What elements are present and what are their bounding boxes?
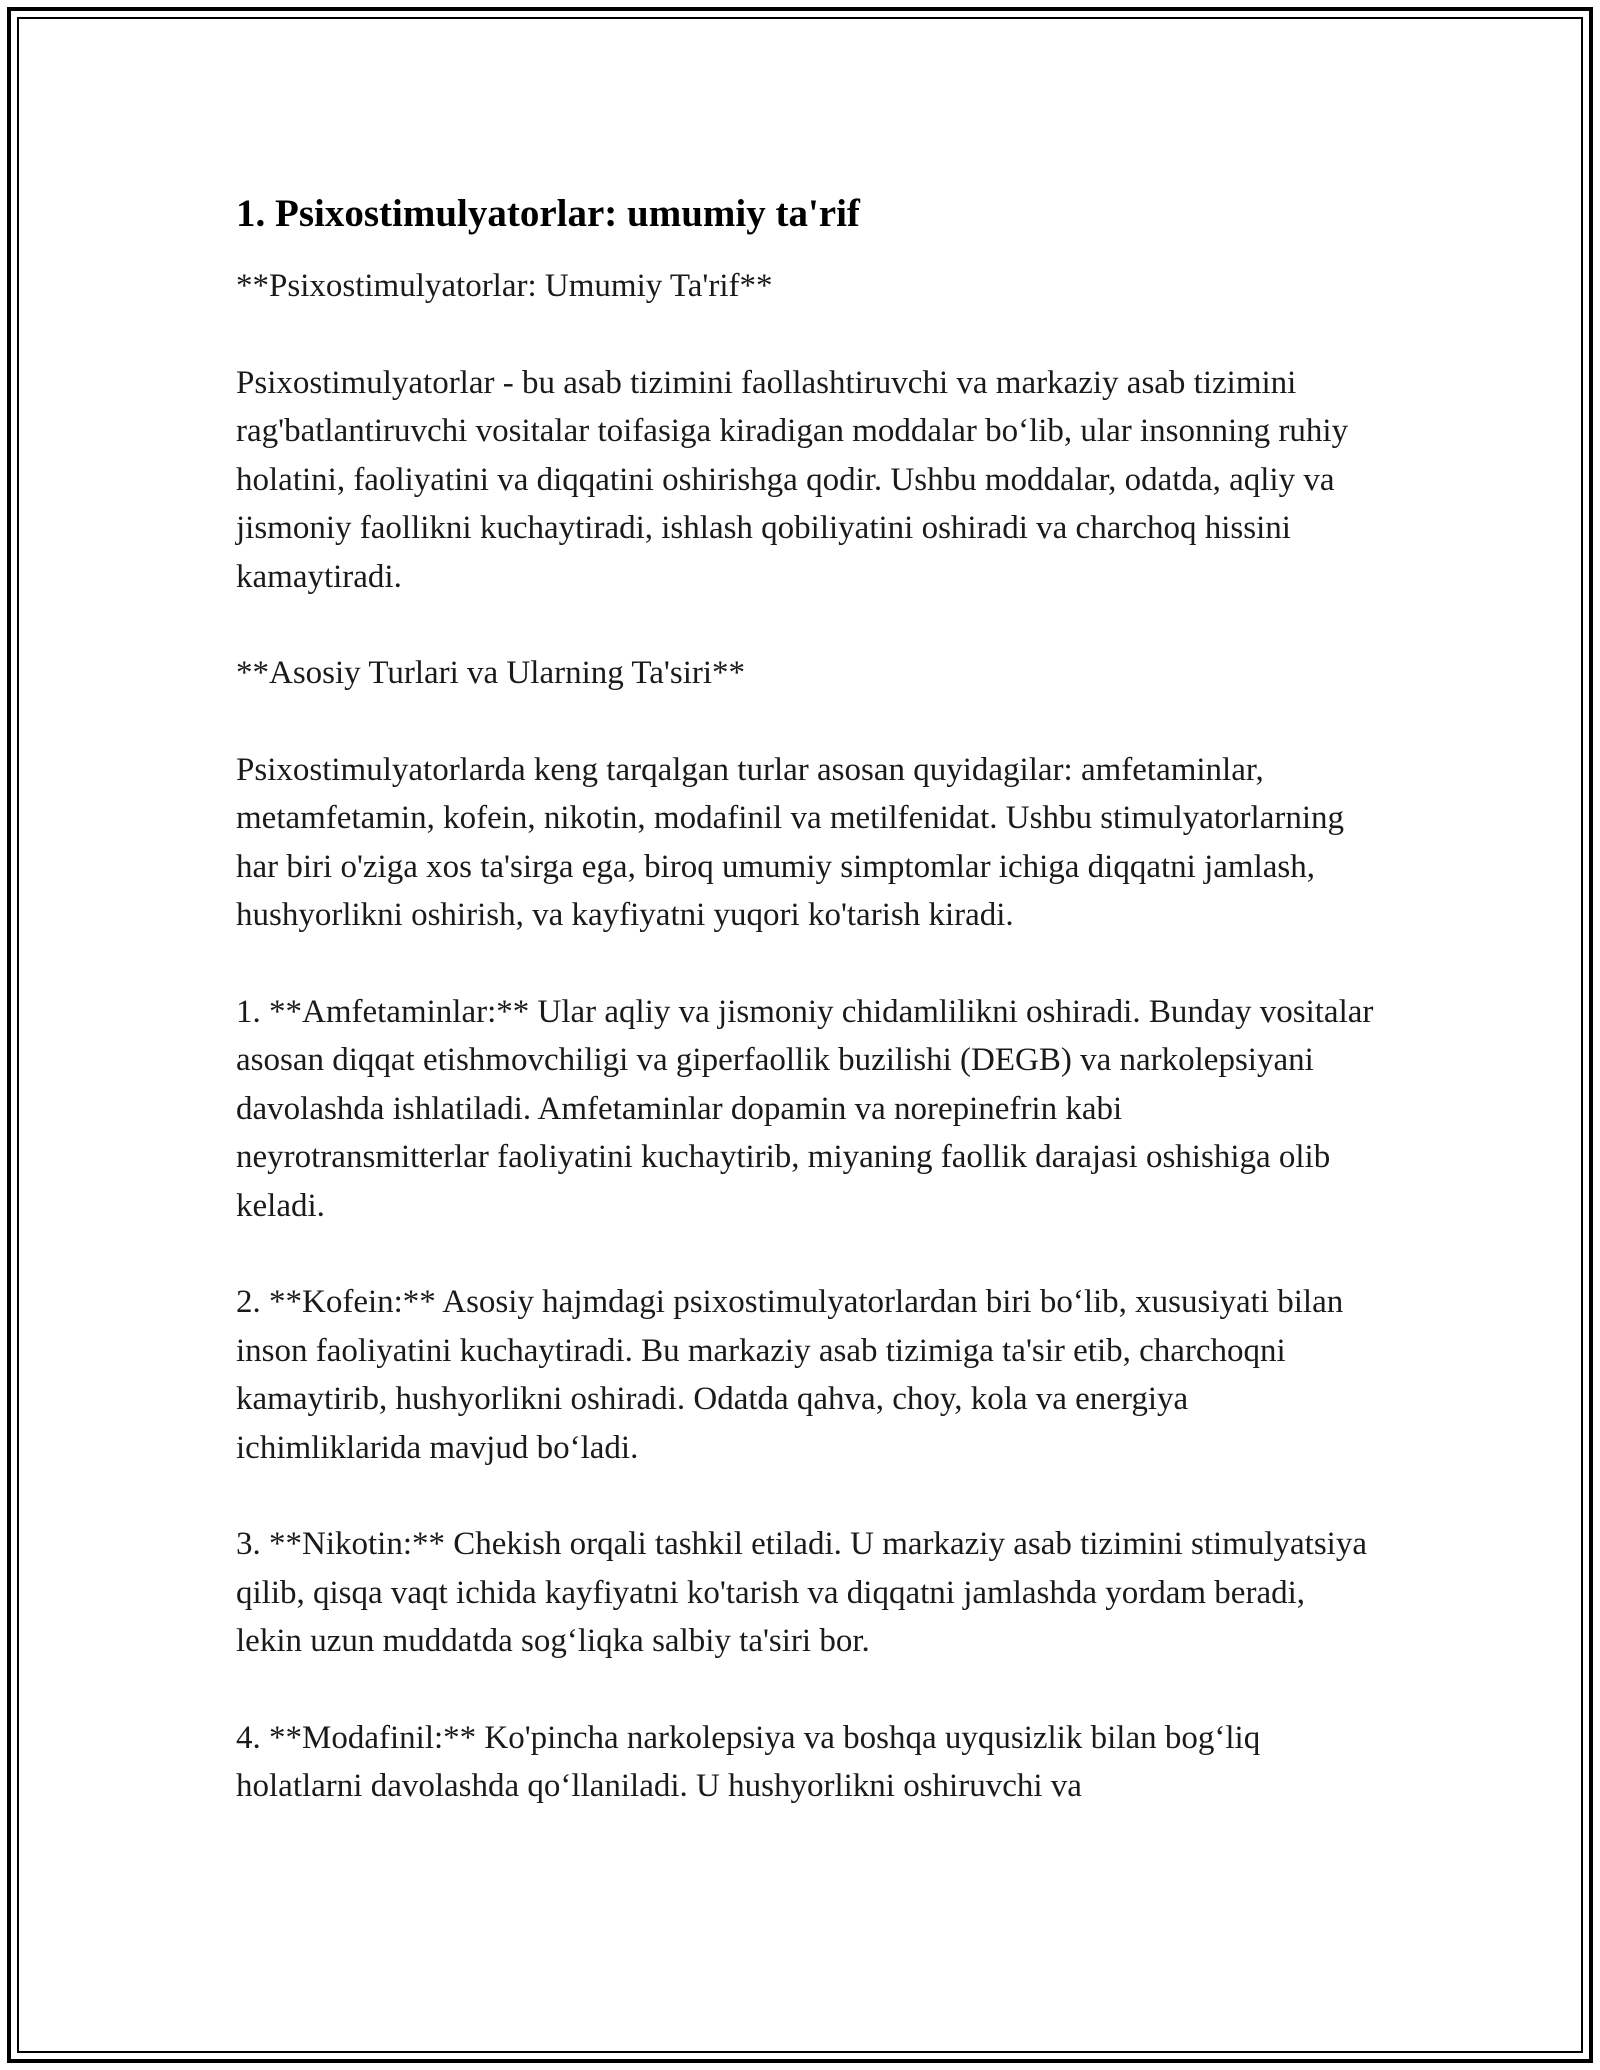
list-item-modafinil: 4. **Modafinil:** Ko'pincha narkolepsiya va boshqa uyqusizlik bilan bog‘liq holatlarni davolashda qo‘llaniladi. U hushyorlikni oshiruvchi va <box>236 1719 1261 1804</box>
document-title: 1. Psixostimulyatorlar: umumiy ta'rif <box>236 192 860 235</box>
paragraph-types: Psixostimulyatorlarda keng tarqalgan turlar asosan quyidagilar: amfetaminlar, metamfetamin, kofein, nikotin, modafinil va metilfenidat. Ushbu stimulyatorlarning har biri o'ziga xos ta'sirga ega, biroq umumiy simptomlar ichiga diqqatni jamlash, hushyorlikni oshirish, va kayfiyatni yuqori ko'tarish kiradi. <box>236 751 1345 933</box>
list-item-amphetamines: 1. **Amfetaminlar:** Ular aqliy va jismoniy chidamlilikni oshiradi. Bunday vositalar asosan diqqat etishmovchiligi va giperfaollik buzilishi (DEGB) va narkolepsiyani davolashda ishlatiladi. Amfetaminlar dopamin va norepinefrin kabi neyrotransmitterlar faoliyatini kuchaytirib, miyaning faollik darajasi oshishiga olib keladi. <box>236 993 1374 1224</box>
list-item-nicotine: 3. **Nikotin:** Chekish orqali tashkil etiladi. U markaziy asab tizimini stimulyatsiya qilib, qisqa vaqt ichida kayfiyatni ko'tarish va diqqatni jamlashda yordam beradi, lekin uzun muddatda sog‘liqka salbiy ta'siri bor. <box>236 1526 1367 1659</box>
paragraph-definition: Psixostimulyatorlar - bu asab tizimini faollashtiruvchi va markaziy asab tizimini rag'batlantiruvchi vositalar toifasiga kiradigan moddalar bo‘lib, ular insonning ruhiy holatini, faoliyatini va diqqatini oshirishga qodir. Ushbu moddalar, odatda, aqliy va jismoniy faollikni kuchaytiradi, ishlash qobiliyatini oshiradi va charchoq hissini kamaytiradi. <box>236 364 1349 595</box>
section-heading-types: **Asosiy Turlari va Ularning Ta'siri** <box>236 655 746 691</box>
list-item-caffeine: 2. **Kofein:** Asosiy hajmdagi psixostimulyatorlardan biri bo‘lib, xususiyati bilan inson faoliyatini kuchaytiradi. Bu markaziy asab tizimiga ta'sir etib, charchoqni kamaytirib, hushyorlikni oshiradi. Odatda qahva, choy, kola va energiya ichimliklarida mavjud bo‘ladi. <box>236 1284 1344 1466</box>
section-heading-definition: **Psixostimulyatorlar: Umumiy Ta'rif** <box>236 268 773 304</box>
document-body <box>236 186 1376 1859</box>
